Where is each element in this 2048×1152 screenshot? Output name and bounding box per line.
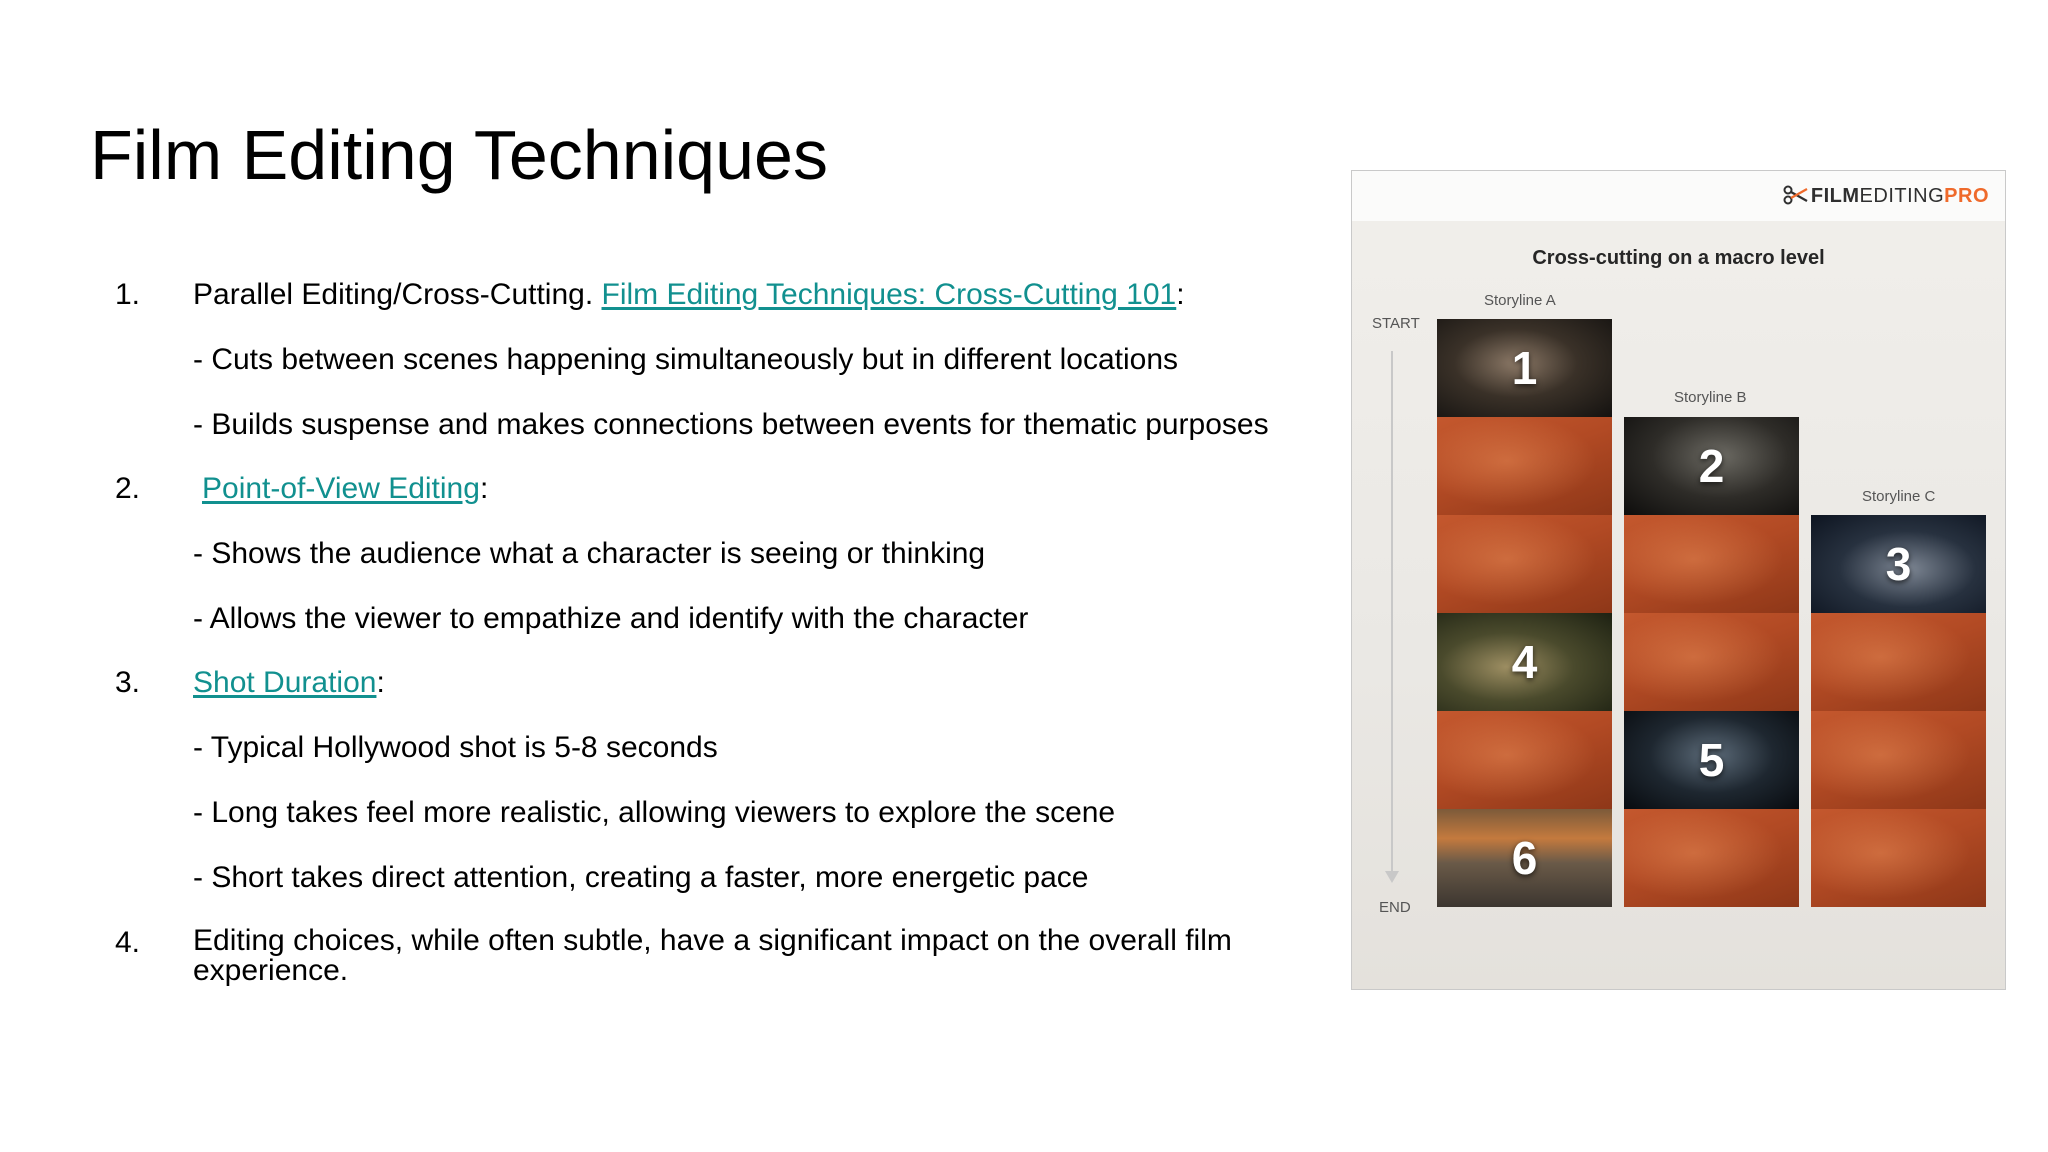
shot-placeholder (1437, 515, 1612, 613)
slide-title: Film Editing Techniques (90, 116, 828, 194)
brand-logo: FILMEDITINGPRO (1783, 185, 1989, 208)
point-of-view-editing-link[interactable]: Point-of-View Editing (202, 472, 480, 505)
shot-placeholder (1811, 613, 1986, 711)
storyline-a-label: Storyline A (1484, 292, 1556, 309)
shot-placeholder (1624, 809, 1799, 907)
cross-cutting-101-link[interactable]: Film Editing Techniques: Cross-Cutting 101 (601, 278, 1177, 311)
shot-placeholder (1437, 711, 1612, 809)
start-label: START (1372, 315, 1420, 332)
list-number: 4. (115, 926, 141, 959)
shot-placeholder (1811, 809, 1986, 907)
shot-placeholder (1624, 515, 1799, 613)
shot-1: 1 (1437, 319, 1612, 417)
cross-cutting-figure (1351, 170, 2006, 990)
list-text: Shot Duration: (193, 666, 385, 699)
list-number: 1. (115, 278, 141, 311)
shot-placeholder (1811, 711, 1986, 809)
list-text: Editing choices, while often subtle, have a significant impact on the overall film experience. (193, 924, 1232, 987)
timeline-arrow-icon (1385, 871, 1399, 883)
shot-placeholder (1624, 613, 1799, 711)
shot-2: 2 (1624, 417, 1799, 515)
end-label: END (1379, 899, 1411, 916)
shot-placeholder (1437, 417, 1612, 515)
scissors-icon (1783, 185, 1809, 205)
timeline-line (1391, 351, 1393, 877)
shot-4: 4 (1437, 613, 1612, 711)
list-text: Parallel Editing/Cross-Cutting. Film Editing Techniques: Cross-Cutting 101: (193, 278, 1185, 311)
shot-5: 5 (1624, 711, 1799, 809)
list-number: 2. (115, 472, 141, 505)
list-text: Point-of-View Editing: (202, 472, 489, 505)
storyline-b-label: Storyline B (1674, 389, 1747, 406)
shot-duration-link[interactable]: Shot Duration (193, 666, 377, 699)
storyline-c-label: Storyline C (1862, 488, 1936, 505)
figure-title: Cross-cutting on a macro level (1532, 247, 1825, 269)
figure-header (1352, 171, 2005, 221)
shot-6: 6 (1437, 809, 1612, 907)
list-number: 3. (115, 666, 141, 699)
shot-3: 3 (1811, 515, 1986, 613)
